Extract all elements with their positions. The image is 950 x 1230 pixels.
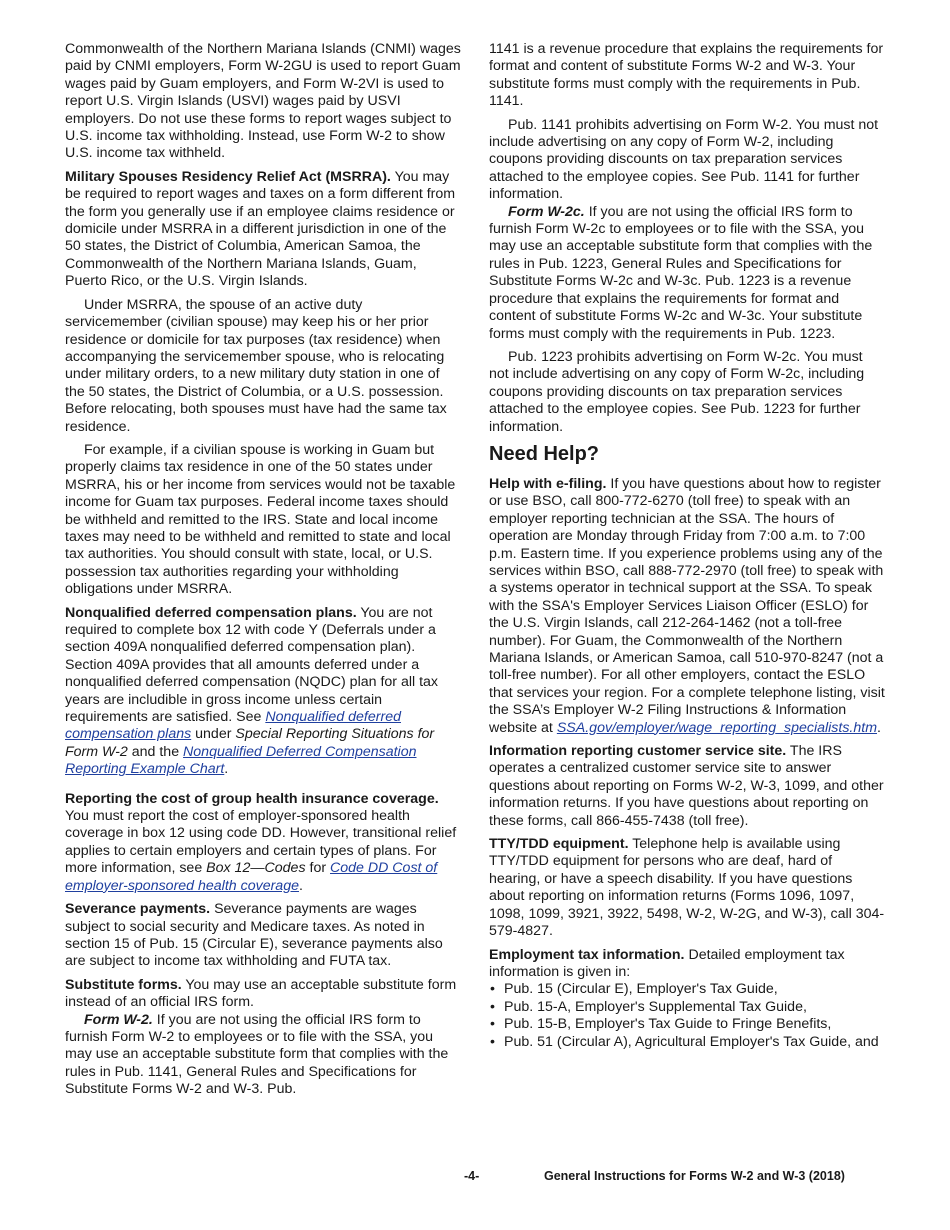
form-w2c-heading: Form W-2c. [508, 203, 585, 220]
nqdc-section [65, 605, 461, 779]
severance-heading: Severance payments. [65, 901, 211, 918]
form-w2-heading: Form W-2. [84, 1011, 153, 1028]
employment-tax-heading: Employment tax information. [489, 946, 685, 963]
severance-section [65, 901, 461, 971]
msrra-paragraph-3: For example, if a civilian spouse is working in Guam but properly claims tax residence in one of the 50 states under MSRRA, his or her income from services would not be taxable income for Guam tax purposes. Federal income taxes should be withheld and remitted to the IRS. State and local income taxes may need to be withheld and remitted to state and local tax authorities. You should consult with state, local, or U.S. possession tax authorities regarding your withholding obligations under MSRRA. [65, 441, 456, 598]
tty-heading: TTY/TDD equipment. [489, 836, 629, 853]
msrra-heading: Military Spouses Residency Relief Act (MSRRA). [65, 168, 391, 185]
substitute-heading: Substitute forms. [65, 976, 182, 993]
nqdc-text: You are not required to complete box 12 with code Y (Deferrals under a section 409A nonqualified deferred compensation plan). Section 409A provides that all amounts deferred under a nonqualified deferred compensation (NQDC) plan for all tax years are includible in gross income unless certain requirements are satisfied. See [65, 604, 439, 726]
ssa-website-link[interactable]: SSA.gov/employer/wage_reporting_specialists.htm [556, 719, 878, 736]
code-dd-link[interactable]: Code DD Cost of employer-sponsored health coverage [65, 860, 438, 894]
nqdc-plans-link[interactable]: Nonqualified deferred compensation plans [65, 709, 401, 743]
health-for: for [309, 860, 327, 877]
info-reporting-heading: Information reporting customer service site. [489, 743, 787, 760]
efile-heading: Help with e-filing. [489, 475, 607, 492]
need-help-heading: Need Help? [489, 442, 600, 465]
pub1141-paragraph: Pub. 1141 prohibits advertising on Form W-2. You must not include advertising on any copy of Form W-2, including coupons providing discounts on tax preparation services attached to the employee copies. See Pub. 1141 for further information. [489, 116, 879, 203]
form-w2-section [65, 1012, 461, 1099]
substitute-section [65, 977, 461, 1012]
msrra-section [65, 169, 461, 291]
page-number: -4- [464, 1169, 480, 1183]
form-w2-text: If you are not using the official IRS form to furnish Form W-2 to employees or to file with the SSA, you may use an acceptable substitute form that complies with the rules in Pub. 1141, General Rules and Specifications for Substitute Forms W-2 and W-3. Pub. [65, 1011, 449, 1098]
health-heading: Reporting the cost of group health insurance coverage. [65, 790, 439, 807]
efile-text: If you have questions about how to register or use BSO, call 800-772-6270 (toll free) to speak with an employer reporting technician at the SSA. The hours of operation are Monday through Friday from 7:00 a.m. to 7:00 p.m. Eastern time. If you experience problems using any of the services within BSO, call 888-772-2970 (toll free) to speak with a systems operator in technical support at the SSA. To speak with the SSA's Employer Services Liaison Officer (ESLO) for the U.S. Virgin Islands, call 212-264-1462 (not a toll-free number). For Guam, the Commonwealth of the Northern Mariana Islands, or American Samoa, call 510-970-8247 (not a toll-free number). For all other employers, contact the ESLO that services your region. For a complete telephone listing, visit the SSA’s Employer W-2 Filing Instructions & Information website at [489, 475, 885, 736]
tty-text: Telephone help is available using TTY/TDD equipment for persons who are deaf, hard of hearing, or have a speech disability. If you have questions about reporting on information returns (Forms 1096, 1097, 1098, 1099, 3921, 3922, 5498, W-2, W-2G, and W-3), call 304-579-4827. [489, 836, 885, 940]
efile-end: . [877, 719, 881, 736]
nqdc-chart-link[interactable]: Nonqualified Deferred Compensation Reporting Example Chart [65, 743, 417, 778]
nqdc-heading: Nonqualified deferred compensation plans. [65, 604, 357, 621]
pub1223-paragraph: Pub. 1223 prohibits advertising on Form W-2c. You must not include advertising on any copy of Form W-2c, including coupons providing discounts on tax preparation services attached to the employee copies. See Pub. 1223 for further information. [489, 348, 865, 435]
form-w2c-section [489, 204, 885, 343]
form-w2c-text: If you are not using the official IRS form to furnish Form W-2c to employees or to file with the SSA, you may use an acceptable substitute form that complies with the rules in Pub. 1223, General Rules and Specifications for Substitute Forms W-2c and W-3c. Pub. 1223 is a revenue procedure that explains the requirements for format and content of substitute Forms W-2c and W-3c. Your substitute forms must comply with the requirements in Pub. 1223. [489, 203, 873, 342]
msrra-paragraph-2: Under MSRRA, the spouse of an active duty servicemember (civilian spouse) may keep his or her prior residence or domicile for tax purposes (tax residence) when accompanying the servicemember spouse, who is relocating under military orders, to a new military duty station in one of the 50 states, the District of Columbia, or a U.S. possession. Before relocating, both spouses must have had the same tax residence. [65, 296, 447, 435]
cnmi-paragraph: Commonwealth of the Northern Mariana Islands (CNMI) wages paid by CNMI employers, Form W-2GU is used to report Guam wages paid by Guam employers, and Form W-2VI is used to report U.S. Virgin Islands (USVI) wages paid by USVI employers. Do not use these forms to report wages subject to U.S. income tax withholding. Instead, use Form W-2 to show U.S. income tax withheld. [65, 41, 461, 162]
health-box12-ref: Box 12—Codes [206, 860, 306, 877]
left-column [65, 41, 461, 1099]
health-end: . [298, 877, 303, 894]
tty-section [489, 836, 885, 940]
list-item: • Pub. 51 (Circular A), Agricultural Employer's Tax Guide, and [489, 1034, 885, 1051]
health-section [65, 791, 461, 895]
list-item: • Pub. 15 (Circular E), Employer's Tax Guide, [489, 981, 885, 998]
nqdc-end: . [224, 761, 229, 778]
nqdc-under: under [195, 726, 232, 743]
nqdc-section-ref: Special Reporting Situations for Form W-2 [65, 726, 435, 760]
severance-text: Severance payments are wages subject to social security and Medicare taxes. As noted in section 15 of Pub. 15 (Circular E), severance payments also are subject to income tax withholding and FUTA tax. [65, 901, 443, 970]
nqdc-and: and the [131, 743, 180, 760]
health-text: You must report the cost of employer-sponsored health coverage in box 12 using code DD. However, transitional relief applies to certain employers and certain types of plans. For more information, see [65, 808, 457, 877]
list-item: • Pub. 15-B, Employer's Tax Guide to Fringe Benefits, [489, 1016, 885, 1033]
employment-tax-text: Detailed employment tax information is given in: [489, 946, 845, 980]
msrra-text: You may be required to report wages and taxes on a form different from the form you generally use if an employee claims residence or domicile under MSRRA in a different jurisdiction in one of the 50 states, the District of Columbia, American Samoa, the Commonwealth of the Northern Mariana Islands, Guam, Puerto Rico, or the U.S. Virgin Islands. [65, 168, 456, 290]
document-title: General Instructions for Forms W-2 and W-3 (2018) [544, 1169, 845, 1183]
efile-section [489, 476, 885, 737]
publication-list [489, 981, 885, 1051]
list-item: • Pub. 15-A, Employer's Supplemental Tax Guide, [489, 999, 885, 1016]
form-w2-continued: 1141 is a revenue procedure that explains the requirements for format and content of substitute Forms W-2 and W-3. Your substitute forms must comply with the requirements in Pub. 1141. [489, 41, 884, 110]
info-reporting-section [489, 743, 885, 830]
info-reporting-text: The IRS operates a centralized customer service site to answer questions about reporting on Forms W-2, W-3, 1099, and other information returns. If you have questions about reporting on these forms, call 866-455-7438 (toll free). [489, 743, 884, 829]
employment-tax-section [489, 947, 885, 982]
right-column [489, 41, 885, 1051]
substitute-text: You may use an acceptable substitute form instead of an official IRS form. [65, 976, 457, 1011]
